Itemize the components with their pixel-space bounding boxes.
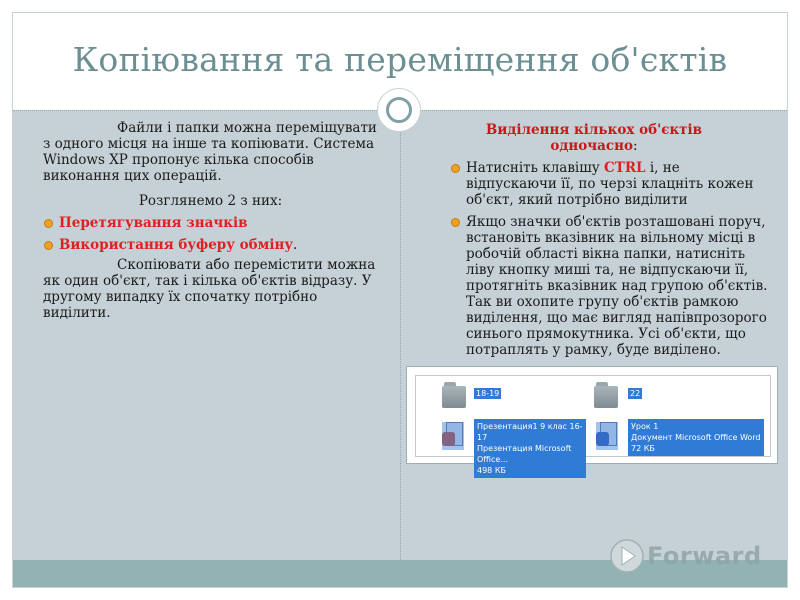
list-item xyxy=(43,237,378,253)
presentation-file-icon xyxy=(442,422,464,450)
right-column xyxy=(450,122,768,364)
selection-list xyxy=(450,160,768,358)
consider-text: Розглянемо 2 з них: xyxy=(138,193,283,209)
file1-size: 498 КБ xyxy=(477,466,506,475)
drag-select-text: Якщо значки об'єктів розташовані поруч, встановіть вказівник на вільному місці в робочій області вікна папки, натисніть ліву кнопку миші та, не відпускаючи її, протягніть вказівник над групою об'єктів. Так ви охопите групу об'єктів рамкою виділення, що має вигляд напівпрозорого синього прямокутника. Усі об'єкти, що потраплять у рамку, буде виділено. xyxy=(466,214,768,358)
bullet-icon xyxy=(44,241,53,250)
forward-label: Forward xyxy=(647,542,762,570)
ring-inner-icon xyxy=(386,97,412,123)
folder-label-1: 18-19 xyxy=(476,389,500,398)
slide-title: Копіювання та переміщення об'єктів xyxy=(72,40,728,79)
folder-window-area xyxy=(415,375,771,475)
folder-icon xyxy=(594,382,618,408)
ctrl-key: CTRL xyxy=(604,160,646,176)
file2-size: 72 КБ xyxy=(631,444,655,453)
right-heading xyxy=(450,122,768,154)
bullet-icon xyxy=(451,164,460,173)
file1-name: Презентация1 9 клас 16-17 xyxy=(477,422,583,442)
file2-name: Урок 1 xyxy=(631,422,659,431)
bullet-icon xyxy=(44,219,53,228)
method-list xyxy=(43,215,378,253)
ring-ornament-icon xyxy=(377,88,421,132)
method-clipboard: Використання буферу обміну xyxy=(59,237,293,253)
intro-text: Файли і папки можна переміщувати з одного місця на інше та копіювати. Система Windows XP пропонує кілька способів виконання цих операцій. xyxy=(43,120,377,184)
bullet-icon xyxy=(451,218,460,227)
forward-button[interactable] xyxy=(607,538,767,578)
method-drag: Перетягування значків xyxy=(59,215,248,231)
file1-type: Презентация Microsoft Office... xyxy=(477,444,572,464)
forward-arrow-icon xyxy=(609,538,645,574)
file-label-1 xyxy=(474,419,586,478)
folder-icon xyxy=(442,382,466,408)
heading-text: Виділення кількох об'єктів одночасно xyxy=(485,122,703,154)
file-label-2 xyxy=(628,419,764,456)
file2-type: Документ Microsoft Office Word xyxy=(631,433,761,442)
heading-suffix: : xyxy=(633,138,638,154)
ctrl-before: Натисніть клавішу xyxy=(466,160,605,176)
folder-window-screenshot xyxy=(406,366,778,475)
ctrl-after: і, не відпускаючи її, по черзі клацніть кожен об'єкт, який потрібно виділити xyxy=(466,160,754,208)
left-column xyxy=(43,120,378,321)
list-item xyxy=(450,160,768,208)
list-item xyxy=(43,215,378,231)
column-divider xyxy=(400,118,401,560)
word-document-icon xyxy=(596,422,618,450)
outro-text: Скопіювати або перемістити можна як один об'єкт, так і кілька об'єктів відразу. У другому випадку їх спочатку потрібно виділити. xyxy=(43,257,376,321)
list-item xyxy=(450,214,768,358)
folder-label-2: 22 xyxy=(630,389,641,398)
method-clipboard-suffix: . xyxy=(292,237,298,253)
